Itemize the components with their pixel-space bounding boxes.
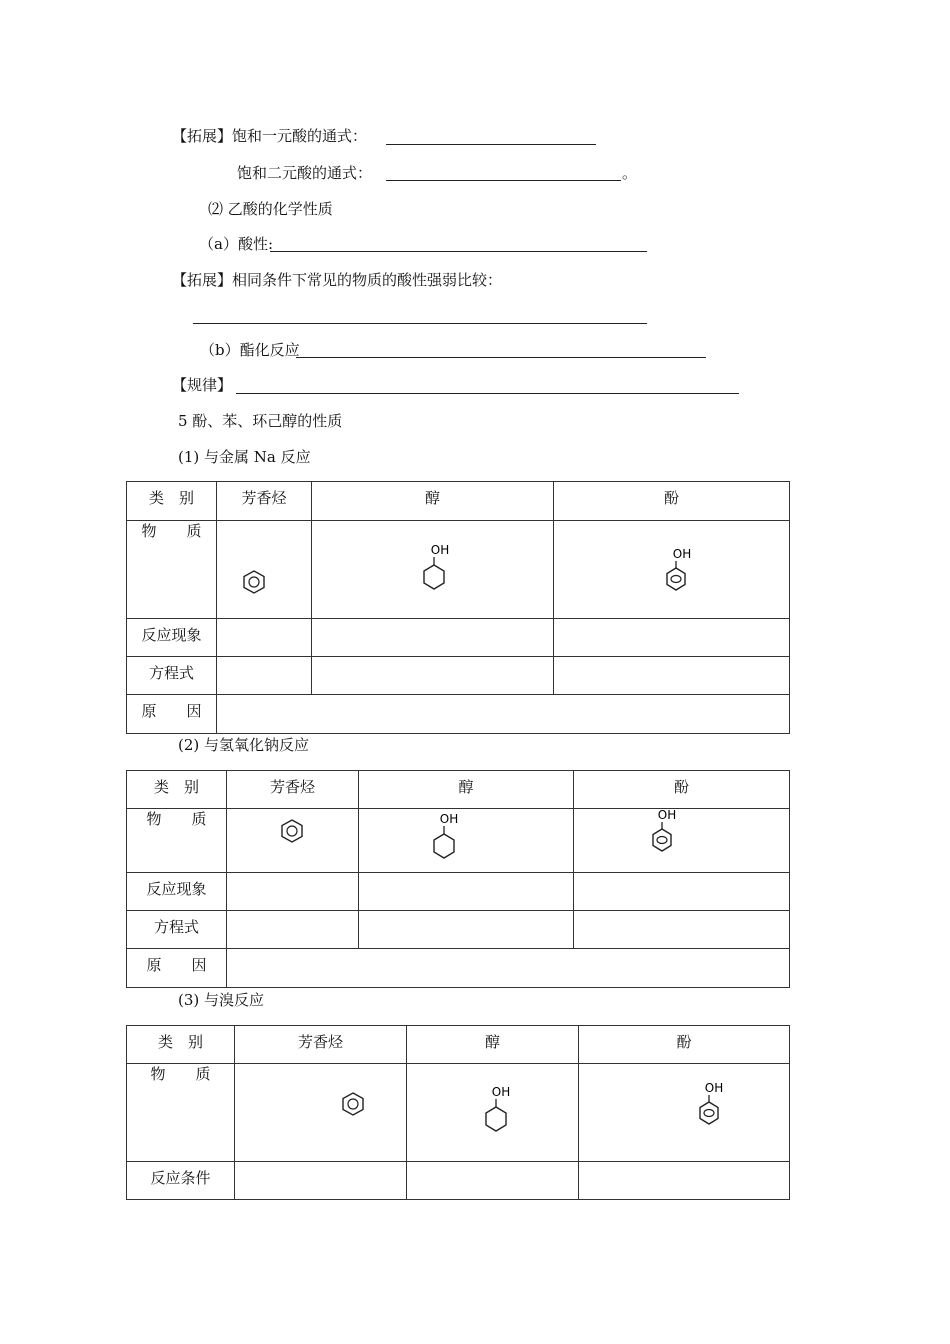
oh-label: OH [657, 809, 677, 822]
answer-cell[interactable] [217, 619, 312, 657]
extension-tag-1: 【拓展】 [172, 127, 233, 145]
cyclohexanol-cell [407, 1064, 579, 1162]
period: 。 [622, 164, 638, 182]
row-label-substance: 物 质 [127, 809, 227, 873]
diacid-formula-blank[interactable] [386, 180, 621, 181]
esterification-blank[interactable] [296, 357, 706, 358]
row-label-phenomenon: 反应现象 [127, 619, 217, 657]
header-phenol: 酚 [579, 1026, 790, 1064]
phenol-cell [579, 1064, 790, 1162]
answer-cell[interactable] [407, 1162, 579, 1200]
header-alcohol: 醇 [407, 1026, 579, 1064]
header-aromatic: 芳香烃 [217, 482, 312, 521]
header-alcohol: 醇 [312, 482, 554, 521]
monoacid-formula-blank[interactable] [386, 144, 596, 145]
row-label-equation: 方程式 [127, 911, 227, 949]
answer-cell[interactable] [574, 873, 790, 911]
row-label-substance: 物 质 [127, 1064, 235, 1162]
oh-label: OH [430, 543, 450, 557]
oh-label: OH [704, 1081, 724, 1095]
header-phenol: 酚 [574, 771, 790, 809]
benzene-cell [235, 1064, 407, 1162]
acidity-comparison-blank[interactable] [193, 323, 647, 324]
header-alcohol: 醇 [359, 771, 574, 809]
row-label-condition: 反应条件 [127, 1162, 235, 1200]
row-label-substance: 物 质 [127, 521, 217, 619]
header-category: 类 别 [127, 482, 217, 521]
oh-label: OH [672, 547, 692, 561]
phenol-structure-icon [574, 809, 790, 872]
answer-cell[interactable] [359, 873, 574, 911]
header-category: 类 别 [127, 1026, 235, 1064]
answer-cell[interactable] [227, 949, 790, 988]
answer-cell[interactable] [312, 657, 554, 695]
answer-cell[interactable] [554, 619, 790, 657]
bromine-reaction-table [126, 1025, 790, 1200]
sodium-reaction-table [126, 481, 790, 734]
row-label-phenomenon: 反应现象 [127, 873, 227, 911]
header-phenol: 酚 [554, 482, 790, 521]
acetic-acid-properties-heading: ⑵ 乙酸的化学性质 [208, 200, 333, 218]
section-5-title: 5 酚、苯、环己醇的性质 [178, 412, 343, 430]
benzene-structure-icon [227, 809, 359, 872]
row-label-reason: 原 因 [127, 695, 217, 734]
benzene-cell [227, 809, 359, 873]
benzene-structure-icon [217, 521, 312, 618]
diacid-formula-label: 饱和二元酸的通式： [237, 164, 373, 182]
extension-tag-2: 【拓展】 [172, 271, 233, 289]
header-aromatic: 芳香烃 [227, 771, 359, 809]
row-label-equation: 方程式 [127, 657, 217, 695]
acidity-label: （a）酸性: [199, 235, 273, 253]
cyclohexanol-cell [359, 809, 574, 873]
answer-cell[interactable] [579, 1162, 790, 1200]
acidity-comparison-label: 相同条件下常见的物质的酸性强弱比较： [232, 271, 503, 289]
phenol-cell [554, 521, 790, 619]
phenol-structure-icon [554, 521, 790, 618]
answer-cell[interactable] [359, 911, 574, 949]
cyclohexanol-structure-icon [407, 1064, 579, 1161]
row-label-reason: 原 因 [127, 949, 227, 988]
answer-cell[interactable] [227, 873, 359, 911]
question-3-heading: (3) 与溴反应 [178, 991, 265, 1009]
esterification-label: （b）酯化反应 [200, 341, 300, 359]
answer-cell[interactable] [217, 657, 312, 695]
cyclohexanol-cell [312, 521, 554, 619]
header-aromatic: 芳香烃 [235, 1026, 407, 1064]
acidity-blank[interactable] [270, 251, 647, 252]
cyclohexanol-structure-icon [359, 809, 574, 872]
benzene-structure-icon [235, 1064, 407, 1161]
oh-label: OH [439, 812, 459, 826]
oh-label: OH [491, 1085, 511, 1099]
header-category: 类 别 [127, 771, 227, 809]
question-1-heading: (1) 与金属 Na 反应 [178, 448, 311, 466]
monoacid-formula-label: 饱和一元酸的通式： [232, 127, 368, 145]
answer-cell[interactable] [235, 1162, 407, 1200]
answer-cell[interactable] [312, 619, 554, 657]
benzene-cell [217, 521, 312, 619]
phenol-structure-icon [579, 1064, 790, 1161]
question-2-heading: (2) 与氢氧化钠反应 [178, 736, 310, 754]
answer-cell[interactable] [217, 695, 790, 734]
cyclohexanol-structure-icon [312, 521, 554, 618]
answer-cell[interactable] [227, 911, 359, 949]
rule-blank[interactable] [236, 393, 739, 394]
phenol-cell [574, 809, 790, 873]
answer-cell[interactable] [554, 657, 790, 695]
rule-tag: 【规律】 [172, 376, 233, 394]
naoh-reaction-table [126, 770, 790, 988]
answer-cell[interactable] [574, 911, 790, 949]
